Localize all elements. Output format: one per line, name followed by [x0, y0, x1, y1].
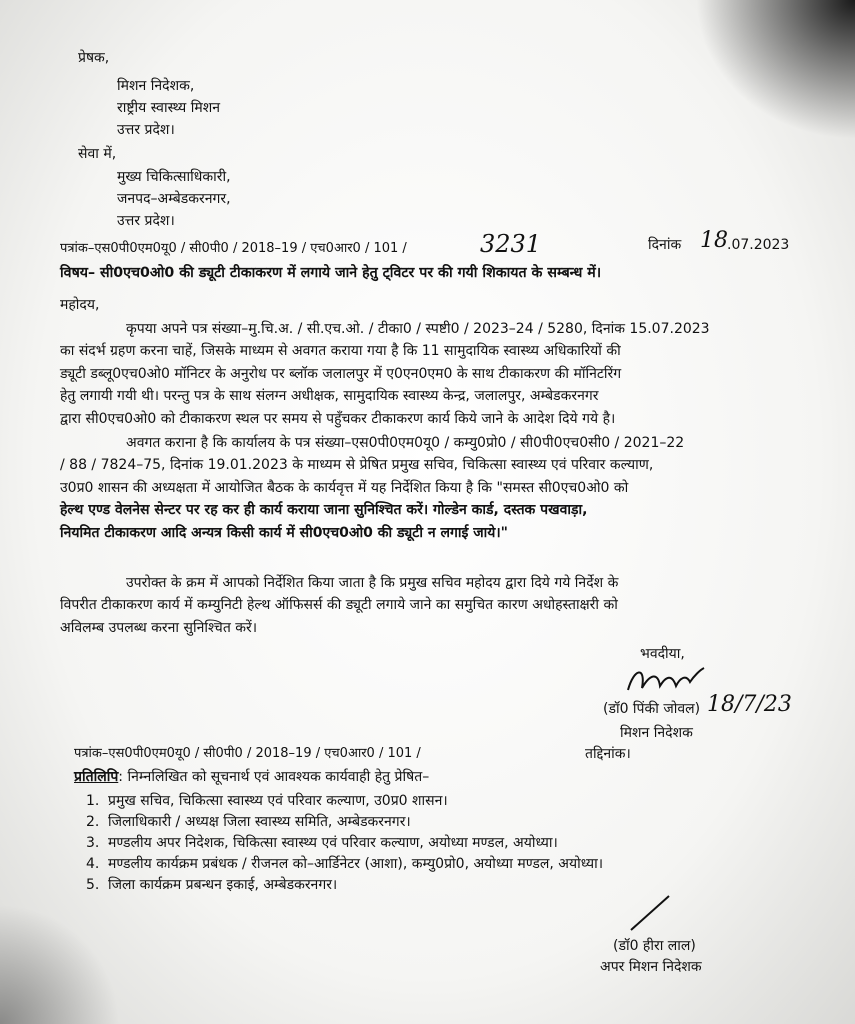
signatory-name: (डॉ0 पिंकी जोवल) [603, 701, 701, 717]
reference-date-rest: .07.2023 [727, 237, 790, 253]
copy-intro [74, 768, 429, 786]
copy-list-text: प्रमुख सचिव, चिकित्सा स्वास्थ्य एवं परिवार कल्याण, उ0प्र0 शासन। [108, 793, 448, 809]
scan-shadow-bottom-left [0, 904, 120, 1024]
recipient-line-3: उत्तर प्रदेश। [117, 213, 175, 229]
handwritten-sign-date: 18/7/23 [707, 692, 792, 717]
paragraph-3-line: अविलम्ब उपलब्ध करना सुनिश्चित करें। [60, 619, 258, 636]
paragraph-1-line: का संदर्भ ग्रहण करना चाहें, जिसके माध्यम से अवगत कराया गया है कि 11 सामुदायिक स्वास्थ्य अधिकारियों की [60, 343, 621, 360]
sender-line-1: मिशन निदेशक, [117, 78, 195, 94]
paragraph-3-line: उपरोक्त के क्रम में आपको निर्देशित किया जाता है कि प्रमुख सचिव महोदय द्वारा दिये गये निर्देश के [126, 575, 619, 591]
copy-intro-text: : निम्नलिखित को सूचनार्थ एवं आवश्यक कार्यवाही हेतु प्रेषित– [118, 769, 430, 785]
copy-tad-date: तद्दिनांक। [585, 746, 631, 762]
copy-list-item [86, 876, 337, 894]
copy-list-num: 3. [86, 835, 100, 851]
subject-line: विषय– सी0एच0ओ0 की ड्यूटी टीकाकरण में लगाये जाने हेतु ट्विटर पर की गयी शिकायत के सम्बन्ध में। [60, 265, 602, 281]
signatory-designation: मिशन निदेशक [620, 725, 693, 741]
paragraph-3 [60, 572, 790, 639]
reference-date-label: दिनांक [648, 237, 682, 253]
copy-label: प्रतिलिपि [74, 769, 119, 785]
handwritten-letter-number: 3231 [480, 230, 542, 258]
sender-line-2: राष्ट्रीय स्वास्थ्य मिशन [117, 100, 221, 116]
paragraph-2-line-quote: नियमित टीकाकरण आदि अन्यत्र किसी कार्य में सी0एच0ओ0 की ड्यूटी न लगाई जाये।" [60, 524, 508, 541]
paragraph-1-line: हेतु लगायी गयी थी। परन्तु पत्र के साथ संलग्न अधीक्षक, सामुदायिक स्वास्थ्य केन्द्र, जलालपुर, अम्बेडकरनगर [60, 388, 599, 405]
paragraph-2 [60, 432, 790, 544]
copy-patrank: पत्रांक–एस0पी0एम0यू0 / सी0पी0 / 2018–19 / एच0आर0 / 101 / [74, 746, 421, 761]
second-signatory-name: (डॉ0 हीरा लाल) [613, 938, 696, 954]
recipient-line-2: जनपद–अम्बेडकरनगर, [117, 191, 231, 207]
paragraph-2-line: अवगत कराना है कि कार्यालय के पत्र संख्या–एस0पी0एम0यू0 / कम्यु0प्रो0 / सी0पी0एच0सी0 / 2021–22 [126, 435, 685, 451]
paragraph-2-line: उ0प्र0 शासन की अध्यक्षता में आयोजित बैठक के कार्यवृत्त में यह निर्देशित किया है कि "समस्त सी0एच0ओ0 को [60, 479, 629, 496]
paragraph-2-line: / 88 / 7824–75, दिनांक 19.01.2023 के माध्यम से प्रेषित प्रमुख सचिव, चिकित्सा स्वास्थ्य एवं परिवार कल्याण, [60, 457, 654, 474]
sender-heading: प्रेषक, [78, 50, 110, 66]
copy-list-text: जिलाधिकारी / अध्यक्ष जिला स्वास्थ्य समिति, अम्बेडकरनगर। [108, 814, 411, 830]
paragraph-1 [60, 318, 790, 430]
copy-list-item [86, 855, 603, 873]
copy-list-item [86, 834, 558, 852]
reference-patrank: पत्रांक–एस0पी0एम0यू0 / सी0पी0 / 2018–19 / एच0आर0 / 101 / [60, 241, 407, 256]
paragraph-2-line-quote: हेल्थ एण्ड वेलनेस सेन्टर पर रह कर ही कार्य कराया जाना सुनिश्चित करें। गोल्डेन कार्ड, दस्तक पखवाड़ा, [60, 502, 588, 519]
copy-list-item [86, 792, 448, 810]
salutation: महोदय, [60, 297, 100, 313]
copy-list-num: 5. [86, 877, 100, 893]
copy-list-text: जिला कार्यक्रम प्रबन्धन इकाई, अम्बेडकरनगर। [108, 877, 338, 893]
paragraph-1-line: कृपया अपने पत्र संख्या–मु.चि.अ. / सी.एच.ओ. / टीका0 / स्पष्टी0 / 2023–24 / 5280, दिनांक 15.07.2023 [126, 321, 710, 337]
copy-list-num: 4. [86, 856, 100, 872]
copy-list-num: 1. [86, 793, 100, 809]
signature-mark-1 [620, 660, 710, 700]
sender-line-3: उत्तर प्रदेश। [117, 122, 175, 138]
recipient-heading: सेवा में, [78, 146, 117, 162]
second-signatory-designation: अपर मिशन निदेशक [600, 959, 702, 975]
copy-list-text: मण्डलीय अपर निदेशक, चिकित्सा स्वास्थ्य एवं परिवार कल्याण, अयोध्या मण्डल, अयोध्या। [108, 835, 558, 851]
closing: भवदीया, [640, 646, 685, 662]
paragraph-1-line: द्वारा सी0एच0ओ0 को टीकाकरण स्थल पर समय से पहुँचकर टीकाकरण कार्य किये जाने के आदेश दिये गये है। [60, 410, 616, 427]
copy-list-text: मण्डलीय कार्यक्रम प्रबंधक / रीजनल को–आर्डिनेटर (आशा), कम्यु0प्रो0, अयोध्या मण्डल, अयोध्या। [108, 856, 604, 872]
paragraph-1-line: ड्यूटी डब्लू0एच0ओ0 मॉनिटर के अनुरोध पर ब्लॉक जलालपुर में ए0एन0एम0 के साथ टीकाकरण की मॉनिटरिंग [60, 365, 622, 382]
copy-list-num: 2. [86, 814, 100, 830]
recipient-line-1: मुख्य चिकित्साधिकारी, [117, 169, 231, 185]
copy-list-item [86, 813, 411, 831]
scan-shadow-top-right [695, 0, 855, 140]
paragraph-3-line: विपरीत टीकाकरण कार्य में कम्युनिटी हेल्थ ऑफिसर्स की ड्यूटी लगाये जाने का समुचित कारण अधोहस्ताक्षरी को [60, 597, 618, 614]
signature-mark-2 [625, 888, 675, 938]
handwritten-date-day: 18 [700, 228, 728, 253]
